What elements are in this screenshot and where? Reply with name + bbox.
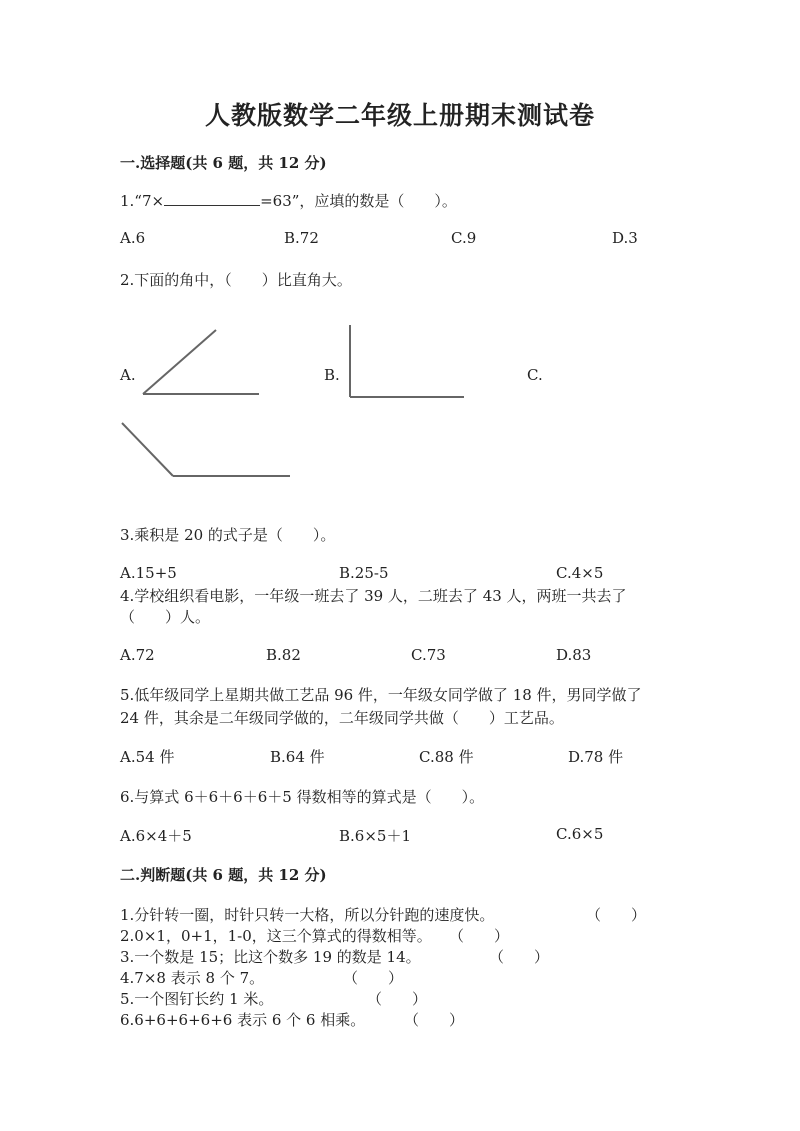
option-2b: B. xyxy=(324,366,340,384)
judgement-item-1: 1.分针转一圈，时针只转一大格，所以分针跑的速度快。 xyxy=(120,906,495,924)
option-6a: A.6×4＋5 xyxy=(120,827,192,845)
option-1a: A.6 xyxy=(120,229,146,247)
option-3a: A.15+5 xyxy=(120,564,177,582)
question-5-line-2: 24 件，其余是二年级同学做的，二年级同学共做（ ）工艺品。 xyxy=(120,709,564,727)
question-4-line-1: 4.学校组织看电影，一年级一班去了 39 人，二班去了 43 人，两班一共去了 xyxy=(120,587,627,605)
judgement-item-4: 4.7×8 表示 8 个 7。 xyxy=(120,969,265,987)
judgement-item-6-paren: （ ） xyxy=(404,1011,465,1029)
question-3: 3.乘积是 20 的式子是（ ）。 xyxy=(120,526,336,544)
option-4b: B.82 xyxy=(266,646,301,664)
option-3b: B.25-5 xyxy=(339,564,389,582)
judgement-item-1-paren: （ ） xyxy=(586,906,647,924)
option-6c: C.6×5 xyxy=(556,825,604,843)
option-6b: B.6×5＋1 xyxy=(339,827,411,845)
option-4c: C.73 xyxy=(411,646,446,664)
option-1c: C.9 xyxy=(451,229,477,247)
question-1-suffix: =63”，应填的数是（ ）。 xyxy=(260,192,457,210)
angle-a-figure xyxy=(143,330,259,394)
question-2: 2.下面的角中，（ ）比直角大。 xyxy=(120,271,352,289)
section-heading-true-false: 二.判断题(共 6 题，共 12 分) xyxy=(120,866,327,884)
judgement-item-2: 2.0×1，0+1，1-0，这三个算式的得数相等。 xyxy=(120,927,432,945)
option-1b: B.72 xyxy=(284,229,319,247)
option-5a: A.54 件 xyxy=(120,748,175,766)
option-5d: D.78 件 xyxy=(568,748,624,766)
judgement-item-5-paren: （ ） xyxy=(367,990,428,1008)
angle-c-figure xyxy=(122,423,290,476)
question-1-prefix: 1.“7× xyxy=(120,192,165,210)
option-4d: D.83 xyxy=(556,646,592,664)
judgement-item-2-paren: （ ） xyxy=(449,927,510,945)
section-heading-choice: 一.选择题(共 6 题，共 12 分) xyxy=(120,154,327,172)
option-4a: A.72 xyxy=(120,646,155,664)
judgement-item-6: 6.6+6+6+6+6 表示 6 个 6 相乘。 xyxy=(120,1011,366,1029)
option-5b: B.64 件 xyxy=(270,748,325,766)
judgement-item-5: 5.一个图钉长约 1 米。 xyxy=(120,990,274,1008)
option-3c: C.4×5 xyxy=(556,564,604,582)
option-2c: C. xyxy=(527,366,543,384)
judgement-item-4-paren: （ ） xyxy=(343,969,404,987)
option-2a: A. xyxy=(120,366,136,384)
judgement-item-3: 3.一个数是 15；比这个数多 19 的数是 14。 xyxy=(120,948,421,966)
option-5c: C.88 件 xyxy=(419,748,474,766)
option-1d: D.3 xyxy=(612,229,638,247)
judgement-item-3-paren: （ ） xyxy=(489,948,550,966)
angle-b-figure xyxy=(350,325,464,397)
question-4-line-2: （ ）人。 xyxy=(120,608,211,626)
question-6: 6.与算式 6＋6＋6＋6＋5 得数相等的算式是（ ）。 xyxy=(120,788,485,806)
question-5-line-1: 5.低年级同学上星期共做工艺品 96 件，一年级女同学做了 18 件，男同学做了 xyxy=(120,686,642,704)
page-title: 人教版数学二年级上册期末测试卷 xyxy=(204,101,595,130)
